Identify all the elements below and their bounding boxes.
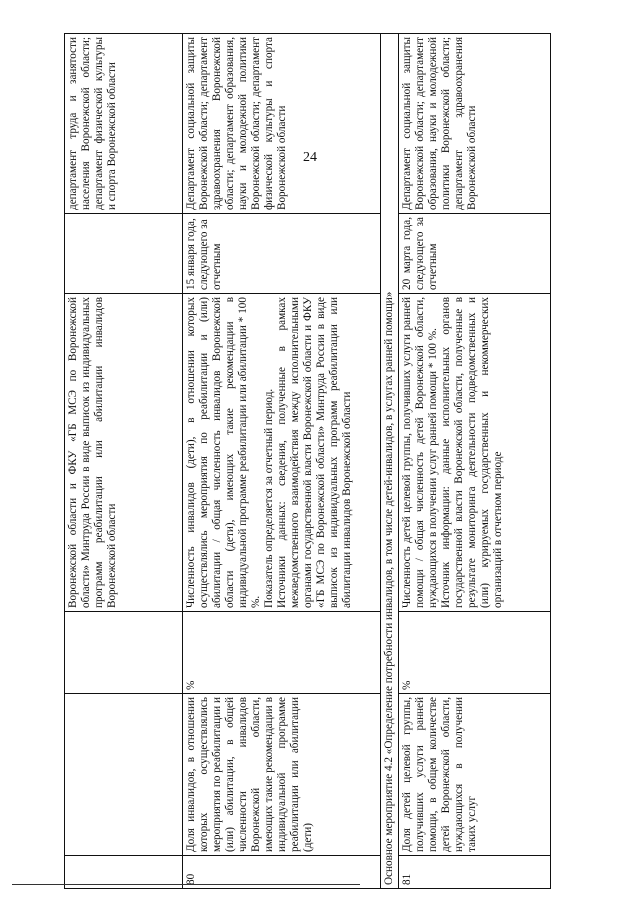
table-row [183, 34, 381, 889]
row-number-cell: 81 [399, 856, 551, 889]
section-header-row [381, 34, 399, 889]
deadline-cell: 20 марта года, следующего за отчетным [399, 214, 551, 294]
row-number-cell: 80 [183, 856, 381, 889]
deadline-cell: 15 января года, следующего за отчетным [183, 214, 381, 294]
deadline-cell [65, 214, 183, 294]
indicator-name-cell: Доля инвалидов, в отношении которых осуществлялись мероприятия по реабилитации и (или) абилитации, в общей численности инвалидов Воронежской области, имеющих такие рекомендации в индивидуальной программе реабилитации или абилитации (дети) [183, 694, 381, 856]
indicators-table [64, 33, 551, 889]
indicator-name-cell [65, 694, 183, 856]
footer-divider [12, 884, 360, 885]
responsible-cell: Департамент социальной защиты Воронежской области; департамент образования, науки и молодежной политики Воронежской области; департамент здравоохранения Воронежской области [399, 34, 551, 214]
table-row [65, 34, 183, 889]
calculation-method-cell: Численность детей целевой группы, получивших услуги ранней помощи / общая численность детей Воронежской области, нуждающихся в получении услуг ранней помощи * 100 %. Источник информации: данные исполнительных органов государственной власти Воронежской области, полученные в результате мониторинга деятельности подведомственных и (или) курируемых государственных и некоммерческих организаций в отчетном периоде [399, 294, 551, 612]
landscape-table-wrapper [64, 34, 640, 889]
calculation-method-cell: Воронежской области и ФКУ «ГБ МСЭ по Воронежской области» Минтруда России в виде выписок из индивидуальных программ реабилитации или абилитации инвалидов Воронежской области [65, 294, 183, 612]
page-number: 24 [303, 150, 317, 165]
table-row [399, 34, 551, 889]
indicator-name-cell: Доля детей целевой группы, получивших услуги ранней помощи, в общем количестве детей Воронежской области, нуждающихся в получении таких услуг [399, 694, 551, 856]
unit-cell: % [183, 612, 381, 694]
responsible-cell: департамент труда и занятости населения Воронежской области; департамент физической культуры и спорта Воронежской области [65, 34, 183, 214]
responsible-cell: Департамент социальной защиты Воронежской области; департамент здравоохранения Воронежской области; департамент образования, науки и молодежной политики Воронежской области; департамент физической культуры и спорта Воронежской области [183, 34, 381, 214]
section-title: Основное мероприятие 4.2 «Определение потребности инвалидов, в том числе детей-инвалидов, в услугах ранней помощи» [381, 34, 399, 889]
unit-cell [65, 612, 183, 694]
calculation-method-cell: Численность инвалидов (дети), в отношении которых осуществлялись мероприятия по реабилитации и (или) абилитации / общая численность инвалидов Воронежской области (дети), имеющих такие рекомендации в индивидуальной программе реабилитации или абилитации * 100 %. Показатель определяется за отчетный период. Источники данных: сведения, полученные в рамках межведомственного взаимодействия между исполнительными органами государственной власти Воронежской области и ФКУ «ГБ МСЭ по Воронежской области» Минтруда России в виде выписок из индивидуальных программ реабилитации или абилитации инвалидов Воронежской области [183, 294, 381, 612]
unit-cell: % [399, 612, 551, 694]
